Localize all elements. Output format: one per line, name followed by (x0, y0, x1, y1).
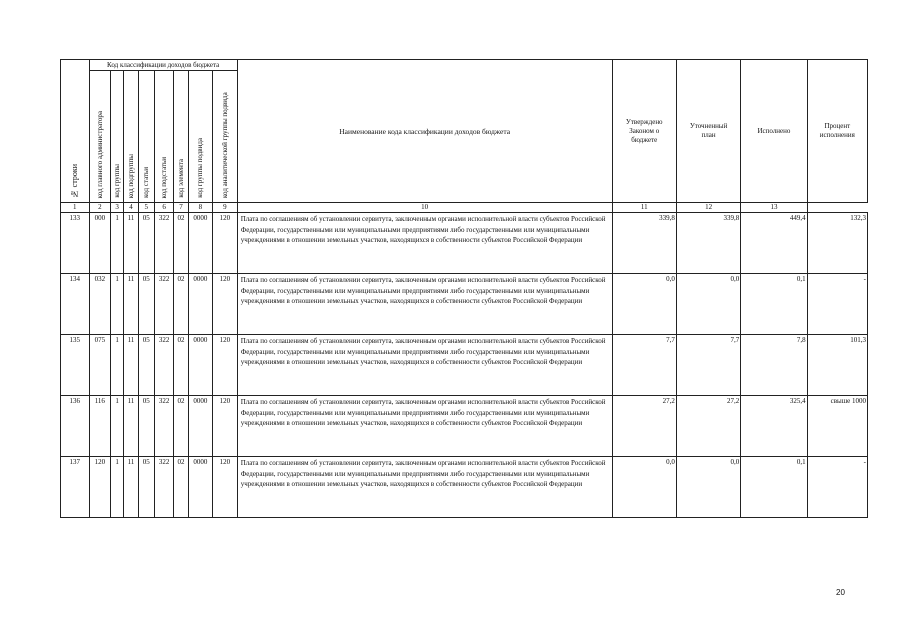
header-element-code (174, 71, 188, 203)
header-article-code (138, 71, 154, 203)
approved-value: 0,0 (612, 457, 676, 518)
admin-code: 116 (89, 396, 110, 457)
header-article-code-label: код статьи (142, 167, 151, 198)
subgroup-code: 11 (124, 213, 138, 274)
budget-revenue-table (60, 59, 868, 518)
subarticle-code: 322 (154, 457, 173, 518)
element-code: 02 (174, 335, 188, 396)
col-number: 12 (676, 203, 740, 213)
admin-code: 075 (89, 335, 110, 396)
header-subtype-group-code-label: код группы подвида (196, 138, 205, 198)
approved-value: 339,8 (612, 213, 676, 274)
col-number: 13 (741, 203, 807, 213)
col-number: 6 (154, 203, 173, 213)
element-code: 02 (174, 457, 188, 518)
article-code: 05 (138, 457, 154, 518)
subarticle-code: 322 (154, 274, 173, 335)
column-numbers-row (61, 203, 868, 213)
revenue-name: Плата по соглашениям об установлении сервитута, заключенным органами исполнительной власти субъектов Российской Федерации, государственными или муниципальными предприятиями либо государственными или муниципальными учреждениями в отношении земельных участков, находящихся в собственности субъектов Российской Федерации (237, 396, 612, 457)
header-analytic-group-code-label: код аналитической группы подвида (220, 92, 229, 198)
table-row (61, 335, 868, 396)
approved-value: 0,0 (612, 274, 676, 335)
percent-value: - (807, 457, 867, 518)
col-number: 4 (124, 203, 138, 213)
admin-code: 000 (89, 213, 110, 274)
refined-value: 27,2 (676, 396, 740, 457)
row-number: 137 (61, 457, 90, 518)
analytic-group-code: 120 (213, 274, 238, 335)
refined-value: 0,0 (676, 274, 740, 335)
group-code: 1 (111, 213, 124, 274)
approved-value: 27,2 (612, 396, 676, 457)
subtype-group-code: 0000 (188, 274, 213, 335)
approved-value: 7,7 (612, 335, 676, 396)
col-number: 3 (111, 203, 124, 213)
subarticle-code: 322 (154, 213, 173, 274)
col-number: 10 (237, 203, 612, 213)
table-row (61, 274, 868, 335)
executed-value: 0,1 (741, 457, 807, 518)
col-number: 5 (138, 203, 154, 213)
subtype-group-code: 0000 (188, 335, 213, 396)
row-number: 133 (61, 213, 90, 274)
percent-value: 132,3 (807, 213, 867, 274)
subgroup-code: 11 (124, 274, 138, 335)
analytic-group-code: 120 (213, 213, 238, 274)
revenue-name: Плата по соглашениям об установлении сервитута, заключенным органами исполнительной власти субъектов Российской Федерации, государственными или муниципальными предприятиями либо государственными или муниципальными учреждениями в отношении земельных участков, находящихся в собственности субъектов Российской Федерации (237, 335, 612, 396)
header-percent: Процент исполнения (807, 60, 867, 203)
header-approved: Утверждено Законом о бюджете (612, 60, 676, 203)
row-number: 134 (61, 274, 90, 335)
percent-value: - (807, 274, 867, 335)
group-code: 1 (111, 457, 124, 518)
article-code: 05 (138, 396, 154, 457)
header-analytic-group-code (213, 71, 238, 203)
refined-value: 339,8 (676, 213, 740, 274)
group-code: 1 (111, 274, 124, 335)
header-subarticle-code (154, 71, 173, 203)
header-subarticle-code-label: код подстатьи (160, 156, 169, 198)
executed-value: 325,4 (741, 396, 807, 457)
row-number: 136 (61, 396, 90, 457)
executed-value: 0,1 (741, 274, 807, 335)
element-code: 02 (174, 396, 188, 457)
header-admin-code (89, 71, 110, 203)
analytic-group-code: 120 (213, 335, 238, 396)
col-number: 2 (89, 203, 110, 213)
percent-value: свыше 1000 (807, 396, 867, 457)
header-row-number-label: № строки (69, 163, 79, 198)
header-subgroup-code-label: код подгруппы (126, 153, 135, 198)
subtype-group-code: 0000 (188, 213, 213, 274)
element-code: 02 (174, 213, 188, 274)
header-admin-code-label: код главного администратора (95, 110, 104, 198)
subtype-group-code: 0000 (188, 396, 213, 457)
subgroup-code: 11 (124, 457, 138, 518)
col-number: 7 (174, 203, 188, 213)
header-refined: Уточненный план (676, 60, 740, 203)
header-classification-group: Код классификации доходов бюджета (89, 60, 237, 71)
table-row (61, 396, 868, 457)
analytic-group-code: 120 (213, 396, 238, 457)
refined-value: 0,0 (676, 457, 740, 518)
header-group-code (111, 71, 124, 203)
subarticle-code: 322 (154, 335, 173, 396)
percent-value: 101,3 (807, 335, 867, 396)
subtype-group-code: 0000 (188, 457, 213, 518)
analytic-group-code: 120 (213, 457, 238, 518)
article-code: 05 (138, 335, 154, 396)
subarticle-code: 322 (154, 396, 173, 457)
header-row-number (61, 60, 90, 203)
executed-value: 7,8 (741, 335, 807, 396)
header-group-code-label: код группы (113, 164, 122, 198)
table-row (61, 457, 868, 518)
admin-code: 120 (89, 457, 110, 518)
page-number: 20 (836, 588, 845, 597)
article-code: 05 (138, 274, 154, 335)
header-executed: Исполнено (741, 60, 807, 203)
executed-value: 449,4 (741, 213, 807, 274)
revenue-name: Плата по соглашениям об установлении сервитута, заключенным органами исполнительной власти субъектов Российской Федерации, государственными или муниципальными предприятиями либо государственными или муниципальными учреждениями в отношении земельных участков, находящихся в собственности субъектов Российской Федерации (237, 457, 612, 518)
header-subtype-group-code (188, 71, 213, 203)
group-code: 1 (111, 335, 124, 396)
col-number: 1 (61, 203, 90, 213)
table-row (61, 213, 868, 274)
header-name: Наименование кода классификации доходов бюджета (237, 60, 612, 203)
col-number: 9 (213, 203, 238, 213)
row-number: 135 (61, 335, 90, 396)
admin-code: 032 (89, 274, 110, 335)
article-code: 05 (138, 213, 154, 274)
header-subgroup-code (124, 71, 138, 203)
revenue-name: Плата по соглашениям об установлении сервитута, заключенным органами исполнительной власти субъектов Российской Федерации, государственными или муниципальными предприятиями либо государственными или муниципальными учреждениями в отношении земельных участков, находящихся в собственности субъектов Российской Федерации (237, 213, 612, 274)
col-number: 8 (188, 203, 213, 213)
group-code: 1 (111, 396, 124, 457)
header-element-code-label: код элемента (176, 159, 185, 198)
subgroup-code: 11 (124, 396, 138, 457)
col-number: 11 (612, 203, 676, 213)
element-code: 02 (174, 274, 188, 335)
refined-value: 7,7 (676, 335, 740, 396)
revenue-name: Плата по соглашениям об установлении сервитута, заключенным органами исполнительной власти субъектов Российской Федерации, государственными или муниципальными предприятиями либо государственными или муниципальными учреждениями в отношении земельных участков, находящихся в собственности субъектов Российской Федерации (237, 274, 612, 335)
subgroup-code: 11 (124, 335, 138, 396)
